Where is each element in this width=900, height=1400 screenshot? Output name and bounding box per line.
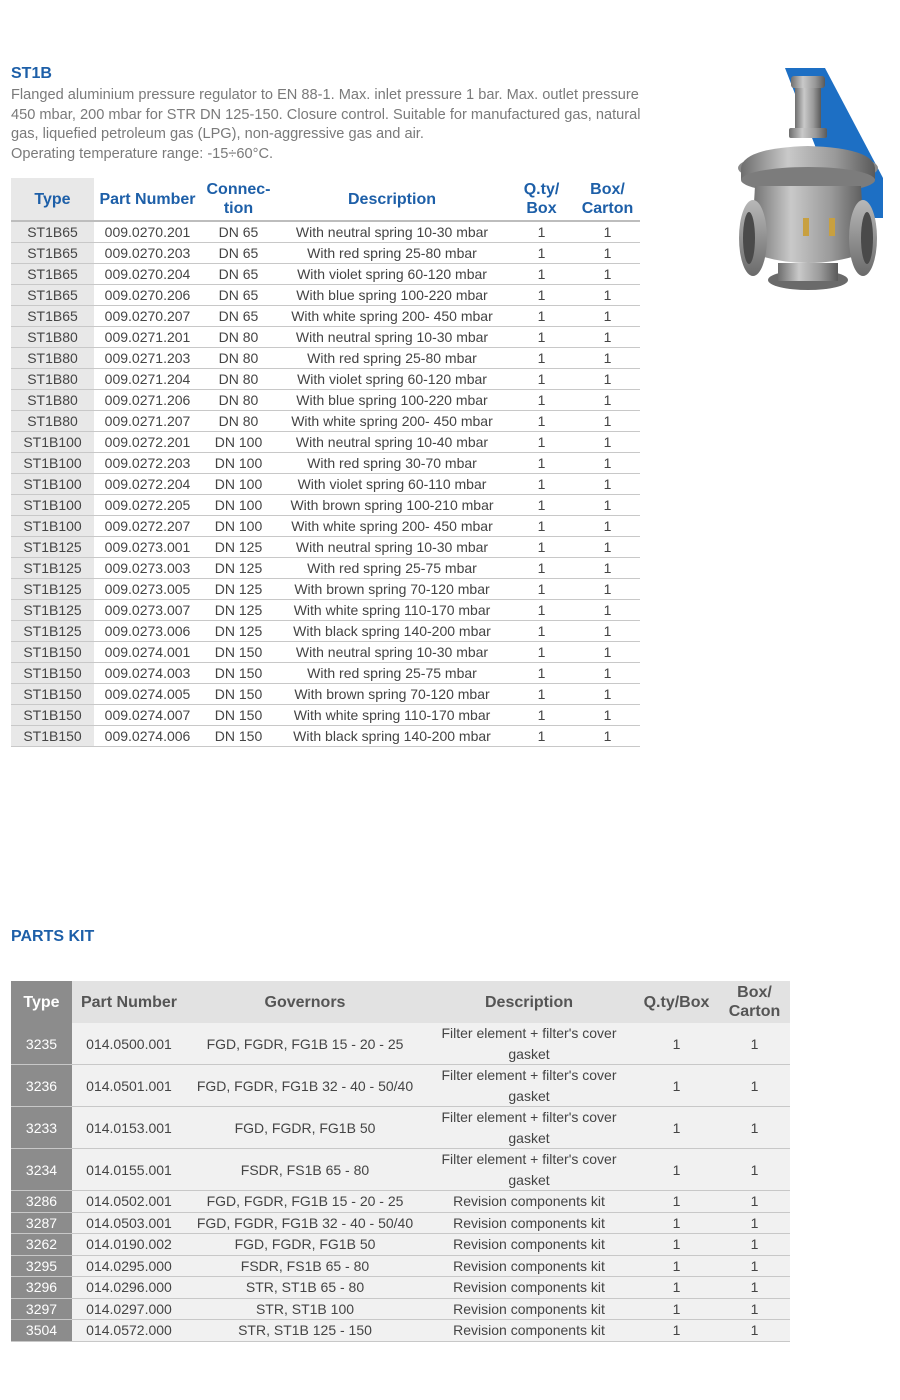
cell-type: ST1B65: [11, 243, 94, 264]
cell-part-number: 014.0502.001: [72, 1191, 186, 1213]
description-line: gas, liquefied petroleum gas (LPG), non-aggressive gas and air.: [11, 126, 424, 142]
cell-type: 3297: [11, 1298, 72, 1320]
cell-part-number: 009.0274.007: [94, 705, 201, 726]
table-row: [11, 327, 640, 348]
cell-type: ST1B100: [11, 474, 94, 495]
cell-box-carton: 1: [575, 243, 640, 264]
cell-connection: DN 65: [201, 221, 276, 243]
cell-type: 3235: [11, 1023, 72, 1065]
cell-connection: DN 65: [201, 264, 276, 285]
cell-box-carton: 1: [575, 369, 640, 390]
cell-part-number: 009.0271.203: [94, 348, 201, 369]
table-row: [11, 285, 640, 306]
cell-description: Revision components kit: [424, 1277, 634, 1299]
cell-box-carton: 1: [719, 1023, 790, 1065]
cell-qty-box: 1: [634, 1234, 719, 1256]
cell-box-carton: 1: [719, 1255, 790, 1277]
cell-box-carton: 1: [575, 474, 640, 495]
cell-connection: DN 100: [201, 474, 276, 495]
description-line: 450 mbar, 200 mbar for STR DN 125-150. Closure control. Suitable for manufactured gas, natural: [11, 106, 641, 123]
cell-qty-box: 1: [508, 432, 575, 453]
cell-connection: DN 125: [201, 621, 276, 642]
cell-box-carton: 1: [719, 1234, 790, 1256]
cell-box-carton: 1: [575, 558, 640, 579]
product-description: [11, 86, 711, 164]
cell-description: With blue spring 100-220 mbar: [276, 390, 508, 411]
table-row: [11, 264, 640, 285]
cell-connection: DN 125: [201, 537, 276, 558]
table-row: [11, 1065, 790, 1107]
cell-type: ST1B150: [11, 663, 94, 684]
col-header-qty-line: Q.ty/: [523, 181, 560, 198]
cell-connection: DN 150: [201, 726, 276, 747]
cell-description: With neutral spring 10-30 mbar: [276, 537, 508, 558]
cell-box-carton: 1: [719, 1298, 790, 1320]
cell-box-carton: 1: [719, 1277, 790, 1299]
cell-box-carton: 1: [575, 390, 640, 411]
product-title: ST1B: [11, 65, 52, 82]
table-row: [11, 726, 640, 747]
cell-qty-box: 1: [508, 453, 575, 474]
cell-governors: FGD, FGDR, FG1B 32 - 40 - 50/40: [186, 1212, 424, 1234]
cell-qty-box: 1: [634, 1255, 719, 1277]
pressure-regulator-image: [733, 68, 883, 308]
cell-box-carton: 1: [575, 621, 640, 642]
cell-type: ST1B150: [11, 684, 94, 705]
cell-connection: DN 80: [201, 390, 276, 411]
cell-connection: DN 100: [201, 516, 276, 537]
col-header-box-carton: [719, 981, 790, 1023]
cell-type: 3295: [11, 1255, 72, 1277]
table-row: [11, 1234, 790, 1256]
table-row: [11, 621, 640, 642]
cell-qty-box: 1: [634, 1212, 719, 1234]
parts-kit-table: [11, 981, 790, 1342]
col-header-connection: [201, 178, 276, 221]
col-header-description: Description: [424, 981, 634, 1023]
cell-part-number: 009.0271.204: [94, 369, 201, 390]
cell-qty-box: 1: [508, 516, 575, 537]
cell-type: 3286: [11, 1191, 72, 1213]
cell-part-number: 009.0271.207: [94, 411, 201, 432]
cell-description: Filter element + filter's cover gasket: [424, 1023, 634, 1065]
cell-part-number: 014.0155.001: [72, 1149, 186, 1191]
table-row: [11, 558, 640, 579]
cell-description: With red spring 25-75 mbar: [276, 558, 508, 579]
cell-box-carton: 1: [719, 1320, 790, 1342]
table-row: [11, 221, 640, 243]
cell-description: With red spring 30-70 mbar: [276, 453, 508, 474]
cell-connection: DN 100: [201, 453, 276, 474]
table-row: [11, 1298, 790, 1320]
cell-part-number: 014.0572.000: [72, 1320, 186, 1342]
cell-description: With neutral spring 10-40 mbar: [276, 432, 508, 453]
cell-type: ST1B150: [11, 705, 94, 726]
cell-qty-box: 1: [508, 327, 575, 348]
col-header-box-line: Box/: [590, 181, 625, 198]
table-header-row: [11, 178, 640, 221]
cell-type: 3262: [11, 1234, 72, 1256]
table-row: [11, 243, 640, 264]
col-header-part-number: Part Number: [72, 981, 186, 1023]
cell-description: Revision components kit: [424, 1298, 634, 1320]
cell-part-number: 009.0272.207: [94, 516, 201, 537]
cell-part-number: 014.0297.000: [72, 1298, 186, 1320]
table-row: [11, 474, 640, 495]
cell-type: 3236: [11, 1065, 72, 1107]
cell-qty-box: 1: [634, 1191, 719, 1213]
cell-box-carton: 1: [575, 705, 640, 726]
cell-description: With violet spring 60-120 mbar: [276, 369, 508, 390]
cell-governors: FGD, FGDR, FG1B 32 - 40 - 50/40: [186, 1065, 424, 1107]
col-header-connection-line: tion: [223, 200, 254, 217]
cell-description: Revision components kit: [424, 1255, 634, 1277]
cell-connection: DN 65: [201, 243, 276, 264]
table-row: [11, 705, 640, 726]
cell-part-number: 009.0274.005: [94, 684, 201, 705]
cell-connection: DN 65: [201, 306, 276, 327]
cell-connection: DN 100: [201, 495, 276, 516]
table-row: [11, 390, 640, 411]
table-row: [11, 1191, 790, 1213]
cell-part-number: 014.0503.001: [72, 1212, 186, 1234]
table-row: [11, 600, 640, 621]
cell-qty-box: 1: [508, 558, 575, 579]
col-header-box-line: Carton: [728, 1003, 781, 1020]
cell-type: ST1B80: [11, 369, 94, 390]
cell-type: ST1B125: [11, 621, 94, 642]
cell-connection: DN 80: [201, 327, 276, 348]
cell-part-number: 009.0270.201: [94, 221, 201, 243]
cell-part-number: 014.0296.000: [72, 1277, 186, 1299]
table-row: [11, 369, 640, 390]
description-line: Flanged aluminium pressure regulator to EN 88-1. Max. inlet pressure 1 bar. Max. outlet pressure: [11, 87, 639, 103]
table-row: [11, 1212, 790, 1234]
table-row: [11, 453, 640, 474]
table-row: [11, 432, 640, 453]
table-row: [11, 1277, 790, 1299]
table-row: [11, 1255, 790, 1277]
cell-type: ST1B125: [11, 579, 94, 600]
cell-box-carton: 1: [575, 537, 640, 558]
cell-qty-box: 1: [634, 1149, 719, 1191]
cell-part-number: 009.0274.001: [94, 642, 201, 663]
cell-description: Filter element + filter's cover gasket: [424, 1149, 634, 1191]
cell-connection: DN 150: [201, 642, 276, 663]
cell-qty-box: 1: [508, 348, 575, 369]
cell-type: ST1B100: [11, 453, 94, 474]
table-row: [11, 642, 640, 663]
cell-box-carton: 1: [575, 221, 640, 243]
cell-connection: DN 125: [201, 579, 276, 600]
cell-qty-box: 1: [508, 390, 575, 411]
cell-connection: DN 125: [201, 600, 276, 621]
cell-qty-box: 1: [634, 1023, 719, 1065]
cell-box-carton: 1: [575, 726, 640, 747]
cell-connection: DN 80: [201, 348, 276, 369]
col-header-connection-line: Connec-: [206, 181, 271, 198]
cell-description: With white spring 200- 450 mbar: [276, 306, 508, 327]
cell-qty-box: 1: [508, 642, 575, 663]
description-line: Operating temperature range: -15÷60°C.: [11, 145, 274, 162]
cell-qty-box: 1: [508, 474, 575, 495]
table-row: [11, 579, 640, 600]
cell-qty-box: 1: [508, 621, 575, 642]
cell-type: ST1B80: [11, 348, 94, 369]
cell-type: ST1B150: [11, 726, 94, 747]
cell-connection: DN 100: [201, 432, 276, 453]
cell-box-carton: 1: [575, 432, 640, 453]
cell-description: With brown spring 100-210 mbar: [276, 495, 508, 516]
cell-type: 3234: [11, 1149, 72, 1191]
cell-box-carton: 1: [719, 1065, 790, 1107]
cell-qty-box: 1: [634, 1107, 719, 1149]
col-header-qty-box: Q.ty/Box: [634, 981, 719, 1023]
cell-qty-box: 1: [508, 243, 575, 264]
cell-part-number: 014.0153.001: [72, 1107, 186, 1149]
cell-box-carton: 1: [575, 495, 640, 516]
cell-connection: DN 150: [201, 705, 276, 726]
cell-part-number: 009.0270.204: [94, 264, 201, 285]
cell-type: ST1B65: [11, 221, 94, 243]
cell-type: ST1B100: [11, 432, 94, 453]
cell-box-carton: 1: [719, 1107, 790, 1149]
cell-type: ST1B150: [11, 642, 94, 663]
cell-qty-box: 1: [508, 600, 575, 621]
cell-part-number: 009.0273.001: [94, 537, 201, 558]
cell-description: With red spring 25-80 mbar: [276, 243, 508, 264]
cell-type: ST1B100: [11, 516, 94, 537]
cell-description: With white spring 110-170 mbar: [276, 600, 508, 621]
cell-box-carton: 1: [575, 285, 640, 306]
cell-part-number: 009.0270.207: [94, 306, 201, 327]
cell-qty-box: 1: [634, 1298, 719, 1320]
cell-description: Revision components kit: [424, 1212, 634, 1234]
cell-box-carton: 1: [575, 663, 640, 684]
cell-qty-box: 1: [508, 537, 575, 558]
cell-governors: STR, ST1B 65 - 80: [186, 1277, 424, 1299]
table-row: [11, 1107, 790, 1149]
cell-part-number: 009.0273.007: [94, 600, 201, 621]
col-header-type: Type: [11, 178, 94, 221]
col-header-box-line: Box/: [737, 984, 772, 1001]
cell-governors: FSDR, FS1B 65 - 80: [186, 1255, 424, 1277]
table-row: [11, 411, 640, 432]
table-row: [11, 1023, 790, 1065]
cell-part-number: 014.0295.000: [72, 1255, 186, 1277]
cell-box-carton: 1: [575, 642, 640, 663]
table-header-row: [11, 981, 790, 1023]
cell-part-number: 009.0274.003: [94, 663, 201, 684]
cell-type: ST1B100: [11, 495, 94, 516]
cell-qty-box: 1: [508, 684, 575, 705]
col-header-part-number: Part Number: [99, 190, 196, 208]
cell-part-number: 009.0271.206: [94, 390, 201, 411]
table-row: [11, 306, 640, 327]
cell-description: With violet spring 60-110 mbar: [276, 474, 508, 495]
cell-governors: FGD, FGDR, FG1B 15 - 20 - 25: [186, 1023, 424, 1065]
cell-type: ST1B125: [11, 600, 94, 621]
col-header-qty-box: [508, 178, 575, 221]
cell-qty-box: 1: [508, 221, 575, 243]
cell-part-number: 009.0273.006: [94, 621, 201, 642]
cell-part-number: 009.0271.201: [94, 327, 201, 348]
cell-box-carton: 1: [575, 579, 640, 600]
cell-type: ST1B65: [11, 264, 94, 285]
cell-governors: FGD, FGDR, FG1B 50: [186, 1107, 424, 1149]
cell-box-carton: 1: [719, 1191, 790, 1213]
parts-kit-title: PARTS KIT: [11, 928, 95, 945]
cell-connection: DN 150: [201, 684, 276, 705]
cell-part-number: 009.0272.204: [94, 474, 201, 495]
cell-description: Filter element + filter's cover gasket: [424, 1107, 634, 1149]
cell-qty-box: 1: [634, 1277, 719, 1299]
cell-type: ST1B80: [11, 411, 94, 432]
col-header-type: Type: [11, 981, 72, 1023]
table-row: [11, 495, 640, 516]
cell-description: Revision components kit: [424, 1191, 634, 1213]
cell-part-number: 009.0270.206: [94, 285, 201, 306]
cell-description: With brown spring 70-120 mbar: [276, 684, 508, 705]
cell-qty-box: 1: [508, 726, 575, 747]
cell-qty-box: 1: [508, 306, 575, 327]
cell-qty-box: 1: [508, 495, 575, 516]
cell-qty-box: 1: [508, 264, 575, 285]
cell-type: 3504: [11, 1320, 72, 1342]
col-header-description: Description: [347, 190, 436, 208]
cell-qty-box: 1: [508, 411, 575, 432]
cell-description: With blue spring 100-220 mbar: [276, 285, 508, 306]
cell-box-carton: 1: [575, 516, 640, 537]
cell-type: 3287: [11, 1212, 72, 1234]
cell-governors: STR, ST1B 125 - 150: [186, 1320, 424, 1342]
cell-description: With black spring 140-200 mbar: [276, 621, 508, 642]
cell-box-carton: 1: [575, 411, 640, 432]
cell-box-carton: 1: [575, 264, 640, 285]
cell-type: ST1B80: [11, 390, 94, 411]
cell-box-carton: 1: [575, 327, 640, 348]
cell-description: With violet spring 60-120 mbar: [276, 264, 508, 285]
cell-part-number: 009.0272.205: [94, 495, 201, 516]
cell-governors: FGD, FGDR, FG1B 15 - 20 - 25: [186, 1191, 424, 1213]
cell-description: With brown spring 70-120 mbar: [276, 579, 508, 600]
cell-qty-box: 1: [634, 1320, 719, 1342]
cell-part-number: 014.0501.001: [72, 1065, 186, 1107]
cell-part-number: 009.0273.003: [94, 558, 201, 579]
cell-box-carton: 1: [575, 684, 640, 705]
table-row: [11, 348, 640, 369]
cell-type: 3233: [11, 1107, 72, 1149]
table-row: [11, 1320, 790, 1342]
cell-type: 3296: [11, 1277, 72, 1299]
cell-box-carton: 1: [719, 1149, 790, 1191]
cell-part-number: 009.0270.203: [94, 243, 201, 264]
cell-connection: DN 80: [201, 411, 276, 432]
cell-description: With white spring 200- 450 mbar: [276, 411, 508, 432]
cell-type: ST1B125: [11, 558, 94, 579]
cell-box-carton: 1: [575, 306, 640, 327]
col-header-box-line: Carton: [581, 200, 634, 217]
cell-box-carton: 1: [575, 600, 640, 621]
cell-type: ST1B125: [11, 537, 94, 558]
table-row: [11, 663, 640, 684]
cell-part-number: 009.0274.006: [94, 726, 201, 747]
cell-connection: DN 125: [201, 558, 276, 579]
cell-qty-box: 1: [508, 705, 575, 726]
cell-type: ST1B80: [11, 327, 94, 348]
cell-description: Revision components kit: [424, 1320, 634, 1342]
cell-description: With red spring 25-80 mbar: [276, 348, 508, 369]
col-header-governors: Governors: [186, 981, 424, 1023]
cell-box-carton: 1: [575, 453, 640, 474]
cell-governors: STR, ST1B 100: [186, 1298, 424, 1320]
table-row: [11, 516, 640, 537]
cell-box-carton: 1: [719, 1212, 790, 1234]
cell-connection: DN 65: [201, 285, 276, 306]
cell-part-number: 009.0272.203: [94, 453, 201, 474]
cell-part-number: 014.0500.001: [72, 1023, 186, 1065]
cell-description: With neutral spring 10-30 mbar: [276, 642, 508, 663]
cell-description: With red spring 25-75 mbar: [276, 663, 508, 684]
regulator-table: [11, 178, 640, 747]
cell-box-carton: 1: [575, 348, 640, 369]
cell-connection: DN 80: [201, 369, 276, 390]
cell-type: ST1B65: [11, 285, 94, 306]
cell-description: With neutral spring 10-30 mbar: [276, 221, 508, 243]
cell-description: With black spring 140-200 mbar: [276, 726, 508, 747]
cell-governors: FSDR, FS1B 65 - 80: [186, 1149, 424, 1191]
cell-description: With white spring 110-170 mbar: [276, 705, 508, 726]
table-row: [11, 1149, 790, 1191]
cell-qty-box: 1: [508, 369, 575, 390]
cell-qty-box: 1: [508, 285, 575, 306]
cell-connection: DN 150: [201, 663, 276, 684]
cell-type: ST1B65: [11, 306, 94, 327]
cell-part-number: 014.0190.002: [72, 1234, 186, 1256]
cell-description: Revision components kit: [424, 1234, 634, 1256]
cell-part-number: 009.0272.201: [94, 432, 201, 453]
cell-description: With white spring 200- 450 mbar: [276, 516, 508, 537]
cell-qty-box: 1: [508, 663, 575, 684]
cell-description: With neutral spring 10-30 mbar: [276, 327, 508, 348]
cell-governors: FGD, FGDR, FG1B 50: [186, 1234, 424, 1256]
cell-qty-box: 1: [634, 1065, 719, 1107]
cell-description: Filter element + filter's cover gasket: [424, 1065, 634, 1107]
table-row: [11, 537, 640, 558]
cell-part-number: 009.0273.005: [94, 579, 201, 600]
col-header-box-carton: [575, 178, 640, 221]
table-row: [11, 684, 640, 705]
col-header-qty-line: Box: [526, 200, 557, 217]
cell-qty-box: 1: [508, 579, 575, 600]
